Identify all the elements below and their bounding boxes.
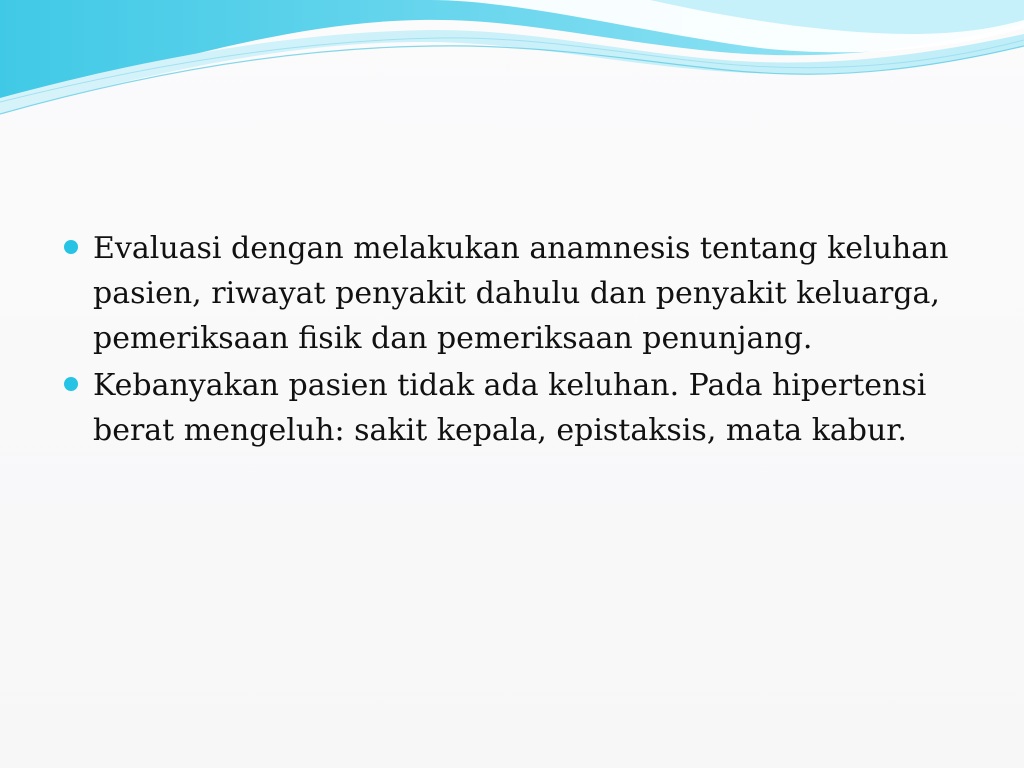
bullet-circle-icon: [64, 377, 78, 391]
bullet-circle-icon: [64, 240, 78, 254]
decorative-wave-header: [0, 0, 1024, 130]
bullet-text-evaluation: Evaluasi dengan melakukan anamnesis tentang keluhan pasien, riwayat penyakit dahulu dan penyakit keluarga, pemeriksaan fisik dan pemeriksaan penunjang.: [93, 231, 949, 356]
bullet-list: [64, 226, 964, 455]
bullet-item-symptoms: [64, 363, 964, 453]
bullet-text-symptoms: Kebanyakan pasien tidak ada keluhan. Pada hipertensi berat mengeluh: sakit kepala, epistaksis, mata kabur.: [93, 368, 927, 448]
bullet-item-evaluation: [64, 226, 964, 361]
